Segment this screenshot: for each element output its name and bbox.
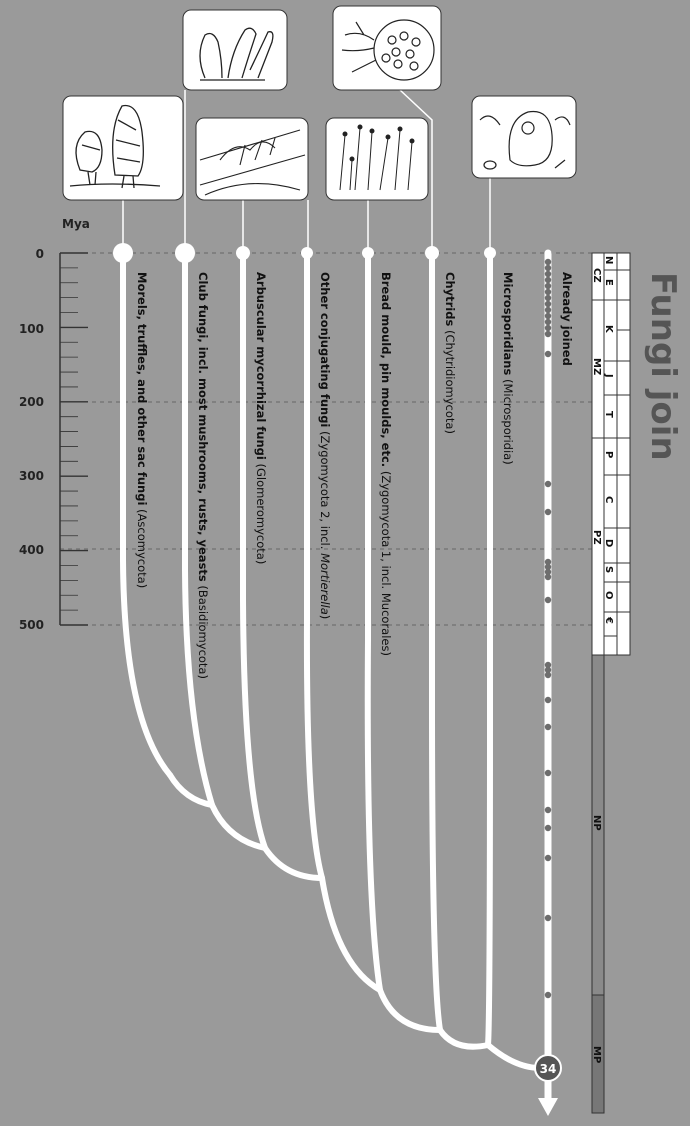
lineage-dot bbox=[545, 697, 551, 703]
era-mp: MP bbox=[591, 1046, 602, 1064]
lineage-dot bbox=[545, 597, 551, 603]
lineage-dot bbox=[545, 855, 551, 861]
lineage-dot bbox=[545, 271, 551, 277]
lineage-dot bbox=[545, 313, 551, 319]
lineage-dot bbox=[545, 259, 551, 265]
tick-label-100: 100 bbox=[18, 322, 44, 336]
tick-label-200: 200 bbox=[18, 395, 44, 409]
lineage-dot bbox=[545, 825, 551, 831]
lineage-dot bbox=[545, 277, 551, 283]
lineage-dot bbox=[545, 319, 551, 325]
geologic-timescale bbox=[591, 253, 630, 1113]
taxon-label-zygomycota-2: Other conjugating fungi (Zygomycota 2, incl. Mortierella) bbox=[318, 272, 332, 620]
phylogeny-branches bbox=[123, 253, 548, 1100]
tip-zygomycota-2 bbox=[301, 247, 313, 259]
lineage-dot bbox=[545, 351, 551, 357]
lineage-dot bbox=[545, 915, 551, 921]
stem-chytrids bbox=[380, 990, 440, 1030]
lineage-arrowhead bbox=[538, 1098, 558, 1116]
taxon-label-chytrids: Chytrids (Chytridiomycota) bbox=[443, 272, 457, 434]
era-cz: CZ bbox=[591, 268, 602, 283]
period-p: P bbox=[603, 451, 614, 459]
stem-zygo2 bbox=[265, 848, 322, 878]
counter-number: 34 bbox=[539, 1062, 557, 1076]
tip-basidiomycota bbox=[175, 243, 195, 263]
period-j: J bbox=[603, 374, 614, 378]
stem-root bbox=[488, 1045, 540, 1068]
lineage-dot bbox=[545, 265, 551, 271]
taxon-labels bbox=[135, 272, 574, 679]
period-k: K bbox=[603, 325, 614, 333]
illustration-chytrid bbox=[333, 6, 441, 90]
taxon-label-microsporidians: Microsporidians (Microsporidia) bbox=[501, 272, 515, 465]
lineage-dot bbox=[545, 770, 551, 776]
lineage-dot bbox=[545, 331, 551, 337]
tip-microsporidians bbox=[484, 247, 496, 259]
tick-label-400: 400 bbox=[18, 543, 44, 557]
period-t: T bbox=[603, 411, 614, 418]
illustration-morel bbox=[63, 96, 183, 200]
taxon-label-zygomycota-1: Bread mould, pin moulds, etc. (Zygomycota 1, incl. Mucorales) bbox=[379, 272, 393, 656]
taxon-label-ascomycota: Morels, truffles, and other sac fungi (Ascomycota) bbox=[135, 272, 149, 589]
tip-zygomycota-1 bbox=[362, 247, 374, 259]
tick-label-300: 300 bbox=[18, 469, 44, 483]
page-title: Fungi join bbox=[643, 272, 683, 461]
period-o: O bbox=[603, 591, 614, 600]
era-pz: PZ bbox=[591, 530, 602, 545]
lineage-dot bbox=[545, 672, 551, 678]
lineage-dot bbox=[545, 295, 551, 301]
taxon-label-glomeromycota: Arbuscular mycorrhizal fungi (Glomeromycota) bbox=[254, 272, 268, 565]
tip-chytrids bbox=[425, 246, 439, 260]
illustration-club-fungi bbox=[183, 10, 287, 90]
lineage-dot bbox=[545, 481, 551, 487]
lineage-dot bbox=[545, 307, 551, 313]
period-e: E bbox=[603, 279, 614, 286]
branch-zygomycota-1 bbox=[368, 253, 380, 990]
period-c: C bbox=[603, 496, 614, 504]
lineage-dot bbox=[545, 283, 551, 289]
tick-label-500: 500 bbox=[18, 618, 44, 632]
lineage-dot bbox=[545, 724, 551, 730]
illustration-microsporidian bbox=[472, 96, 576, 178]
time-axis bbox=[19, 217, 90, 632]
lineage-dot bbox=[545, 509, 551, 515]
branch-microsporidians bbox=[488, 253, 490, 1045]
illustration-pin-mould bbox=[326, 118, 428, 200]
lineage-dot bbox=[545, 301, 551, 307]
period-d: D bbox=[603, 539, 614, 548]
lineage-dot bbox=[545, 574, 551, 580]
era-mz: MZ bbox=[591, 358, 602, 376]
axis-label: Mya bbox=[62, 217, 90, 231]
branch-chytrids bbox=[432, 253, 440, 1030]
period-s: S bbox=[603, 566, 614, 574]
period-n: N bbox=[603, 256, 614, 265]
lineage-dot bbox=[545, 325, 551, 331]
lineage-label: Already joined bbox=[560, 272, 574, 366]
illustration-root-arbuscules bbox=[196, 118, 308, 200]
lineage-dot bbox=[545, 992, 551, 998]
era-np: NP bbox=[591, 815, 602, 831]
tip-glomeromycota bbox=[236, 246, 250, 260]
stem-microsporidia bbox=[440, 1030, 488, 1047]
lineage-dot bbox=[545, 807, 551, 813]
taxon-label-basidiomycota: Club fungi, incl. most mushrooms, rusts, yeasts (Basidiomycota) bbox=[196, 272, 210, 679]
lineage-dot bbox=[545, 289, 551, 295]
tick-label-0: 0 bbox=[35, 247, 44, 261]
period-cambrian: € bbox=[603, 617, 614, 624]
tip-ascomycota bbox=[113, 243, 133, 263]
